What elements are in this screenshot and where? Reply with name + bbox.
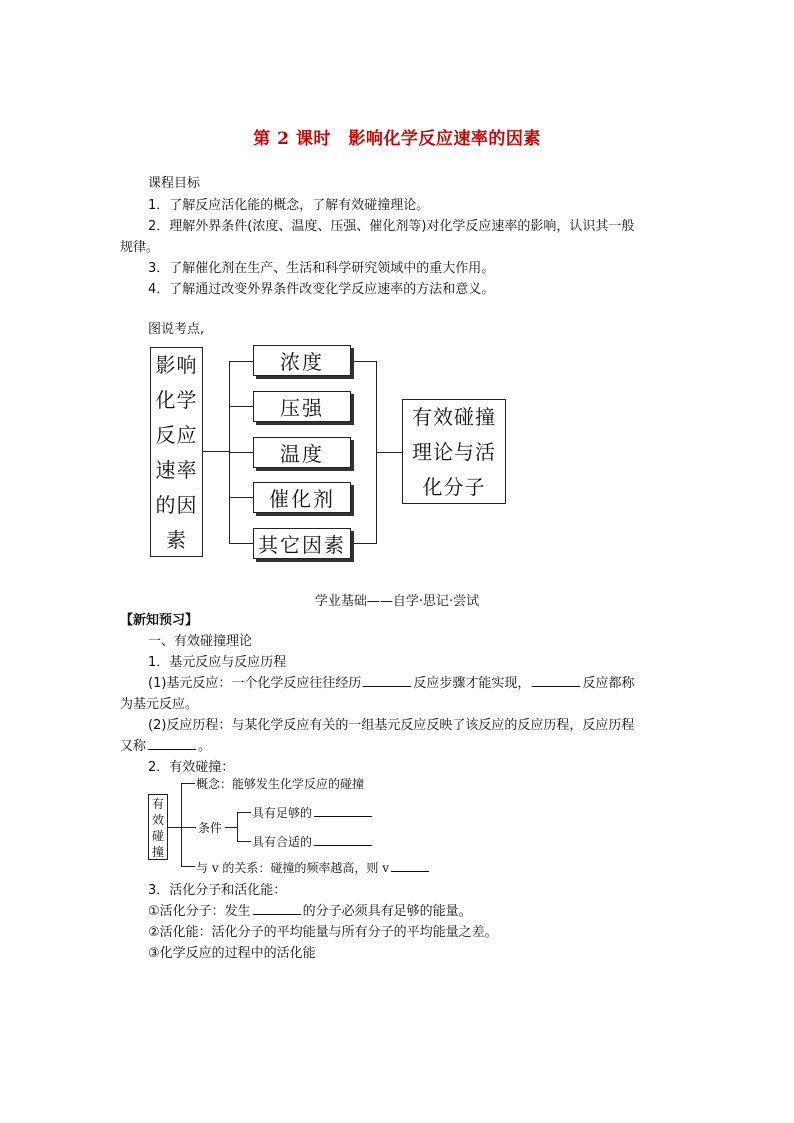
item-1a-post: 反应都称 [582, 676, 635, 691]
branch-3 [229, 452, 253, 453]
item-1-title: 1．基元反应与反应历程 [148, 655, 287, 670]
goal-item-2: 2．理解外界条件(浓度、温度、压强、催化剂等)对化学反应速率的影响，认识其一般 [148, 219, 635, 234]
connector-left [203, 451, 229, 452]
goal-item-4: 4．了解通过改变外界条件改变化学反应速率的方法和意义。 [148, 282, 495, 297]
fill-blank-1[interactable] [363, 674, 411, 687]
item-1a-cont: 为基元反应。 [120, 697, 199, 712]
branch-r-1 [351, 361, 376, 362]
branch-4 [229, 497, 253, 498]
right-box: 有效碰撞理论与活化分子 [402, 399, 506, 504]
fill-blank-5[interactable] [314, 833, 372, 846]
item-1a-mid: 反应步骤才能实现， [413, 676, 531, 691]
connector-right [376, 452, 402, 453]
item-1b-cont: 又称 [120, 739, 147, 754]
cond-2: 具有合适的 [252, 835, 313, 849]
activation-a-pre: ①活化分子：发生 [148, 904, 251, 919]
factor-temperature: 温度 [253, 437, 351, 468]
cond-br1 [237, 812, 251, 813]
cond-vert [237, 812, 238, 842]
goal-item-3: 3．了解催化剂在生产、生活和科学研究领域中的重大作用。 [148, 261, 495, 276]
branch-r-5 [351, 543, 376, 544]
activation-b: ②活化能：活化分子的平均能量与所有分子的平均能量之差。 [148, 925, 498, 940]
branch-2 [229, 406, 253, 407]
branch-1 [229, 361, 253, 362]
goal-item-1: 1．了解反应活化能的概念，了解有效碰撞理论。 [148, 198, 430, 213]
collision-concept: 概念：能够发生化学反应的碰撞 [196, 777, 365, 791]
item-2-title: 2．有效碰撞： [148, 760, 235, 775]
factor-concentration: 浓度 [253, 345, 351, 376]
item-1b-cont-line [120, 737, 211, 757]
item-1a-line [148, 674, 634, 694]
activation-a-post: 的分子必须具有足够的能量。 [302, 904, 472, 919]
item-1a-pre: (1)基元反应：一个化学反应往往经历 [148, 676, 362, 691]
left-box: 影响化学反应速率的因素 [150, 347, 203, 557]
activation-c: ③化学反应的过程中的活化能 [148, 946, 316, 961]
collision-box: 有效碰撞 [148, 794, 168, 860]
fill-blank-4[interactable] [314, 804, 372, 817]
cond-1-line [252, 804, 374, 821]
goal-item-2-cont: 规律。 [120, 240, 160, 255]
relation-line [196, 859, 431, 876]
collision-relation: 与 v 的关系：碰撞的频率越高，则 v [196, 861, 390, 875]
cond-1: 具有足够的 [252, 806, 313, 820]
col-br1 [181, 783, 195, 784]
goals-heading: 课程目标 [148, 176, 201, 191]
factor-catalyst: 催化剂 [253, 482, 351, 513]
activation-a-line [148, 902, 472, 922]
diagram-heading: 图说考点, [148, 322, 205, 337]
fill-blank-7[interactable] [253, 902, 301, 915]
fill-blank-2[interactable] [532, 674, 580, 687]
col-br3 [181, 866, 195, 867]
collision-condition: 条件 [198, 821, 223, 835]
section-title: 学业基础——自学·思记·尝试 [314, 594, 480, 609]
fill-blank-6[interactable] [391, 859, 429, 872]
fill-blank-3[interactable] [148, 737, 196, 750]
col-conn [168, 827, 196, 828]
factor-pressure: 压强 [253, 391, 351, 422]
branch-5 [229, 543, 253, 544]
page-title: 第 2 课时 影响化学反应速率的因素 [253, 129, 541, 149]
cond-conn [225, 827, 237, 828]
col-vert [181, 783, 182, 867]
item-3-title: 3．活化分子和活化能： [148, 883, 287, 898]
part-1-heading: 一、有效碰撞理论 [148, 634, 253, 649]
item-1b-end: 。 [198, 739, 212, 754]
factor-other: 其它因素 [253, 528, 351, 559]
cond-br2 [237, 841, 251, 842]
preview-tag: 【新知预习】 [120, 613, 199, 628]
cond-2-line [252, 833, 374, 850]
item-1b-line: (2)反应历程：与某化学反应有关的一组基元反应反映了该反应的反应历程，反应历程 [148, 718, 635, 733]
